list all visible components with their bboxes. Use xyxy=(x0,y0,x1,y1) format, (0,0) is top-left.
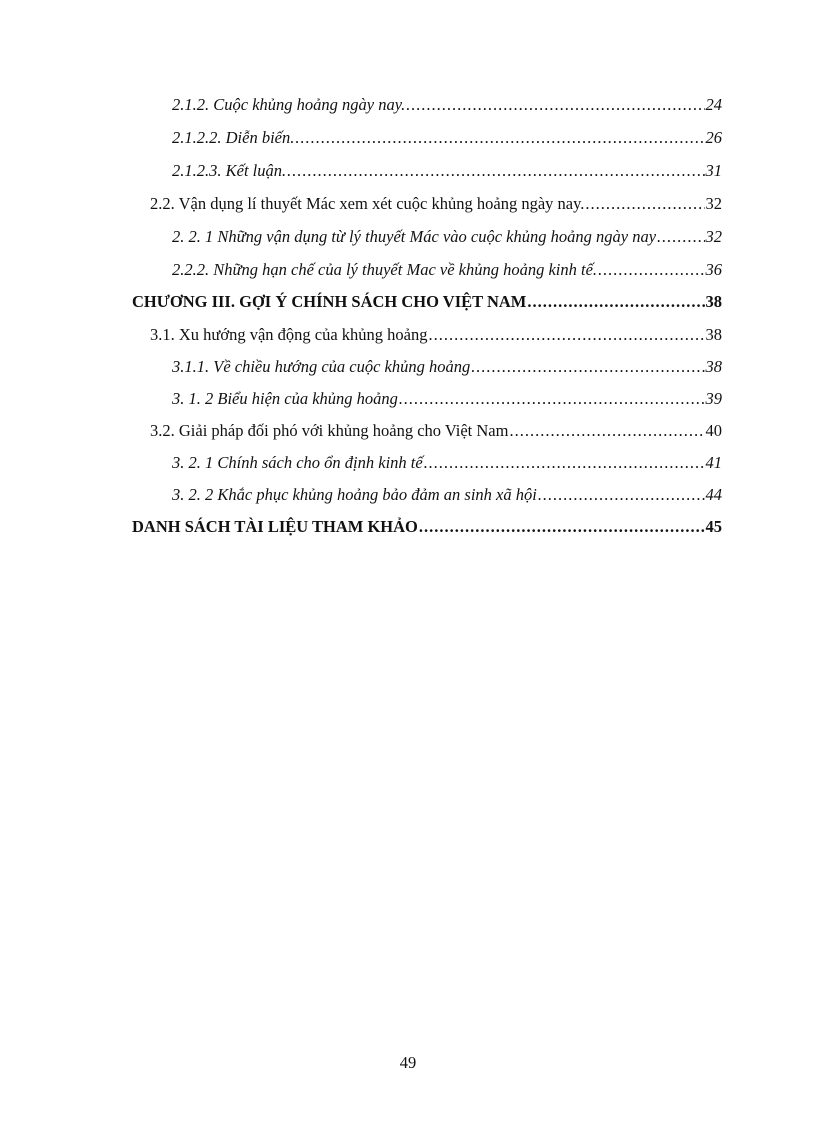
toc-entry-title: 3.2. Giải pháp đối phó với khủng hoảng cho Việt Nam xyxy=(150,421,509,440)
toc-entry-title: 3. 1. 2 Biểu hiện của khủng hoảng xyxy=(172,389,398,408)
toc-entry-page: 40 xyxy=(705,421,722,440)
toc-entry-title: 3.1. Xu hướng vận động của khủng hoảng xyxy=(150,325,428,344)
toc-entry-page: 24 xyxy=(705,95,722,114)
toc-entry[interactable] xyxy=(172,127,722,149)
toc-entry-chapter[interactable] xyxy=(132,291,722,313)
dot-leader xyxy=(419,516,705,538)
toc-entry-page: 39 xyxy=(705,389,722,408)
toc-entry-page: 38 xyxy=(705,357,722,376)
toc-entry-page: 26 xyxy=(705,128,722,147)
dot-leader xyxy=(399,388,705,410)
table-of-contents xyxy=(0,92,816,552)
toc-entry-title: 2. 2. 1 Những vận dụng từ lý thuyết Mác vào cuộc khủng hoảng ngày nay xyxy=(172,227,657,246)
dot-leader xyxy=(585,193,704,215)
toc-entry-title: 2.2.2. Những hạn chế của lý thuyết Mac về khủng hoảng kinh tế. xyxy=(172,260,598,279)
toc-entry-page: 38 xyxy=(705,325,722,344)
toc-entry-title: CHƯƠNG III. GỢI Ý CHÍNH SÁCH CHO VIỆT NAM xyxy=(132,292,527,311)
toc-entry-page: 38 xyxy=(705,292,722,311)
page-number: 49 xyxy=(399,1053,417,1072)
dot-leader xyxy=(287,160,704,182)
toc-entry[interactable] xyxy=(172,356,722,378)
toc-entry[interactable] xyxy=(172,259,722,281)
toc-entry-title: 3. 2. 1 Chính sách cho ổn định kinh tế xyxy=(172,453,423,472)
toc-entry-title: 3. 2. 2 Khắc phục khủng hoảng bảo đảm an sinh xã hội xyxy=(172,485,537,504)
toc-entry-page: 32 xyxy=(705,194,722,213)
toc-entry-page: 41 xyxy=(705,453,722,472)
toc-entry[interactable] xyxy=(150,193,722,215)
toc-entry[interactable] xyxy=(172,484,722,506)
toc-entry[interactable] xyxy=(150,324,722,346)
toc-entry-title: 2.2. Vận dụng lí thuyết Mác xem xét cuộc khủng hoảng ngày nay. xyxy=(150,194,585,213)
toc-entry-title: 2.1.2. Cuộc khủng hoảng ngày nay. xyxy=(172,95,406,114)
toc-entry-title: DANH SÁCH TÀI LIỆU THAM KHẢO xyxy=(132,517,418,536)
toc-entry-references[interactable] xyxy=(132,516,722,538)
dot-leader xyxy=(424,452,705,474)
toc-entry-page: 31 xyxy=(705,161,722,180)
toc-entry[interactable] xyxy=(172,452,722,474)
dot-leader xyxy=(406,94,704,116)
toc-entry-page: 36 xyxy=(705,260,722,279)
toc-entry[interactable] xyxy=(172,160,722,182)
toc-entry[interactable] xyxy=(172,226,722,248)
toc-entry[interactable] xyxy=(172,94,722,116)
toc-entry-page: 32 xyxy=(705,227,722,246)
dot-leader xyxy=(538,484,705,506)
toc-entry[interactable] xyxy=(150,420,722,442)
dot-leader xyxy=(471,356,704,378)
toc-entry-title: 2.1.2.3. Kết luận. xyxy=(172,161,287,180)
dot-leader xyxy=(527,291,704,313)
toc-entry[interactable] xyxy=(172,388,722,410)
dot-leader xyxy=(509,420,704,442)
toc-entry-page: 44 xyxy=(705,485,722,504)
dot-leader xyxy=(429,324,705,346)
dot-leader xyxy=(295,127,704,149)
toc-entry-page: 45 xyxy=(705,517,722,536)
toc-entry-title: 3.1.1. Về chiều hướng của cuộc khủng hoảng xyxy=(172,357,471,376)
dot-leader xyxy=(657,226,704,248)
dot-leader xyxy=(598,259,704,281)
toc-entry-title: 2.1.2.2. Diễn biến. xyxy=(172,128,295,147)
